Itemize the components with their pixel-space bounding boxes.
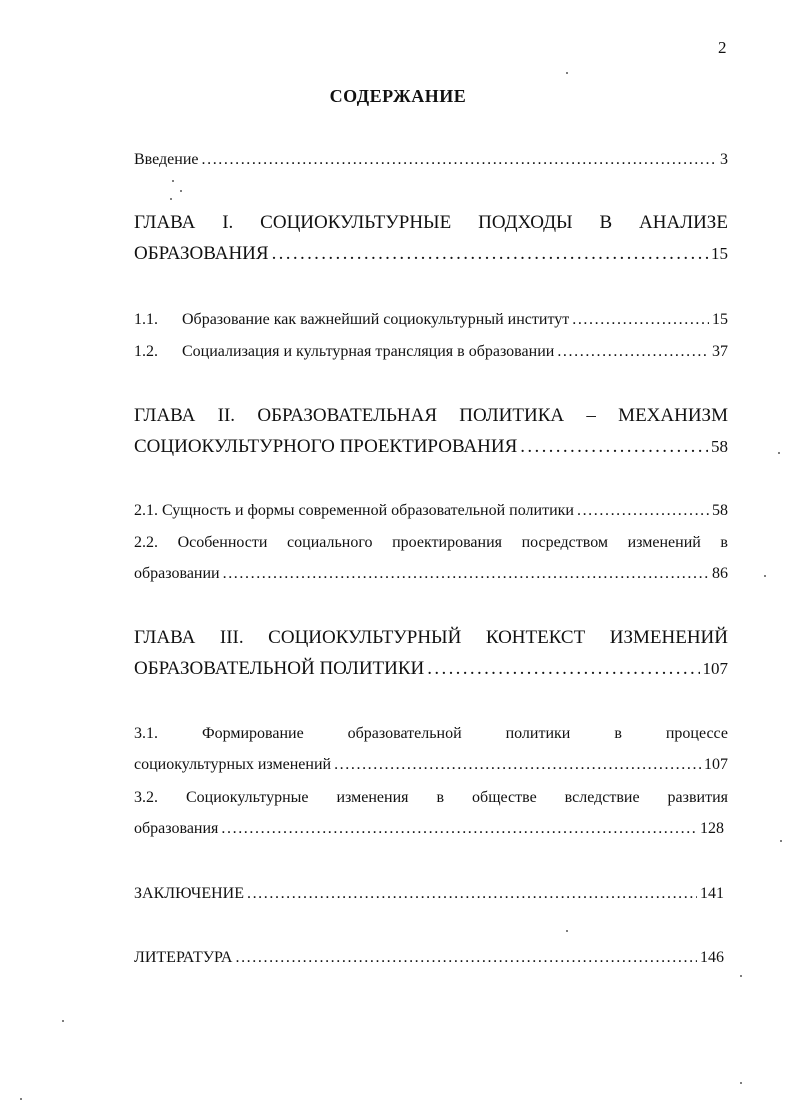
toc-label: Образование как важнейший социокультурный институт (182, 311, 570, 328)
dot-leader (334, 755, 701, 775)
dot-leader (572, 310, 709, 330)
dot-leader (427, 658, 699, 680)
toc-label: Социализация и культурная трансляция в образовании (182, 343, 555, 360)
toc-entry-section-3-1 (134, 724, 728, 775)
scan-speck (778, 452, 780, 454)
chapter-heading-line: ГЛАВА II. ОБРАЗОВАТЕЛЬНАЯ ПОЛИТИКА – МЕХАНИЗМ (134, 405, 728, 426)
toc-entry-chapter-1 (134, 212, 728, 265)
dot-leader (202, 150, 718, 170)
toc-label: 2.1. Сущность и формы современной образовательной политики (134, 502, 574, 519)
section-heading-line: 3.1. Формирование образовательной политики в процессе (134, 725, 728, 742)
page-number: 2 (718, 38, 727, 57)
dot-leader (577, 501, 709, 521)
toc-page: 15 (711, 244, 728, 263)
section-heading-line: 3.2. Социокультурные изменения в обществе вследствие развития (134, 789, 728, 806)
scan-speck (764, 575, 766, 577)
toc-label: Введение (134, 151, 199, 168)
toc-label: ОБРАЗОВАТЕЛЬНОЙ ПОЛИТИКИ (134, 658, 425, 679)
toc-entry-section-2-1 (134, 501, 728, 521)
toc-page: 58 (712, 502, 728, 519)
toc-entry-section-3-2 (134, 788, 728, 839)
toc-entry-introduction (134, 150, 728, 170)
toc-entry-section-2-2 (134, 533, 728, 584)
dot-leader (520, 436, 708, 458)
toc-page: 141 (700, 885, 724, 902)
toc-label: социокультурных изменений (134, 756, 332, 773)
scan-speck (566, 930, 568, 932)
toc-page: 58 (711, 437, 728, 456)
dot-leader (557, 342, 709, 362)
scan-speck (62, 1020, 64, 1022)
toc-label: образования (134, 820, 219, 837)
scan-speck (780, 840, 782, 842)
toc-label: СОЦИОКУЛЬТУРНОГО ПРОЕКТИРОВАНИЯ (134, 436, 518, 457)
dot-leader (221, 819, 697, 839)
toc-page: 37 (712, 343, 728, 360)
chapter-heading-line: ГЛАВА III. СОЦИОКУЛЬТУРНЫЙ КОНТЕКСТ ИЗМЕНЕНИЙ (134, 627, 728, 648)
toc-entry-conclusion (134, 884, 728, 904)
section-heading-line: 2.2. Особенности социального проектирования посредством изменений в (134, 534, 728, 551)
page-title: СОДЕРЖАНИЕ (329, 86, 467, 106)
toc-entry-chapter-2 (134, 405, 728, 458)
toc-page: 128 (700, 820, 724, 837)
dot-leader (247, 884, 697, 904)
dot-leader (272, 243, 708, 265)
toc-label: ЛИТЕРАТУРА (134, 949, 233, 966)
section-number: 1.2. (134, 343, 158, 360)
scan-speck (172, 180, 174, 182)
toc-entry-section-1-1 (134, 310, 728, 330)
toc-page: 3 (720, 151, 728, 168)
toc-page: 146 (700, 949, 724, 966)
toc-entry-chapter-3 (134, 627, 728, 680)
dot-leader (223, 564, 709, 584)
scan-speck (170, 198, 172, 200)
scan-speck (180, 190, 182, 192)
toc-page: 107 (702, 659, 728, 678)
toc-page: 86 (712, 565, 728, 582)
scan-speck (740, 975, 742, 977)
scan-speck (20, 1098, 22, 1100)
toc-entry-literature (134, 948, 728, 968)
toc-entry-section-1-2 (134, 342, 728, 362)
chapter-heading-line: ГЛАВА I. СОЦИОКУЛЬТУРНЫЕ ПОДХОДЫ В АНАЛИЗЕ (134, 212, 728, 233)
toc-page: 107 (704, 756, 728, 773)
toc-label: ОБРАЗОВАНИЯ (134, 243, 269, 264)
toc-label: ЗАКЛЮЧЕНИЕ (134, 885, 244, 902)
dot-leader (235, 948, 697, 968)
toc-label: образовании (134, 565, 220, 582)
section-number: 1.1. (134, 311, 158, 328)
scan-speck (740, 1082, 742, 1084)
scan-speck (566, 72, 568, 74)
toc-page: 15 (712, 311, 728, 328)
